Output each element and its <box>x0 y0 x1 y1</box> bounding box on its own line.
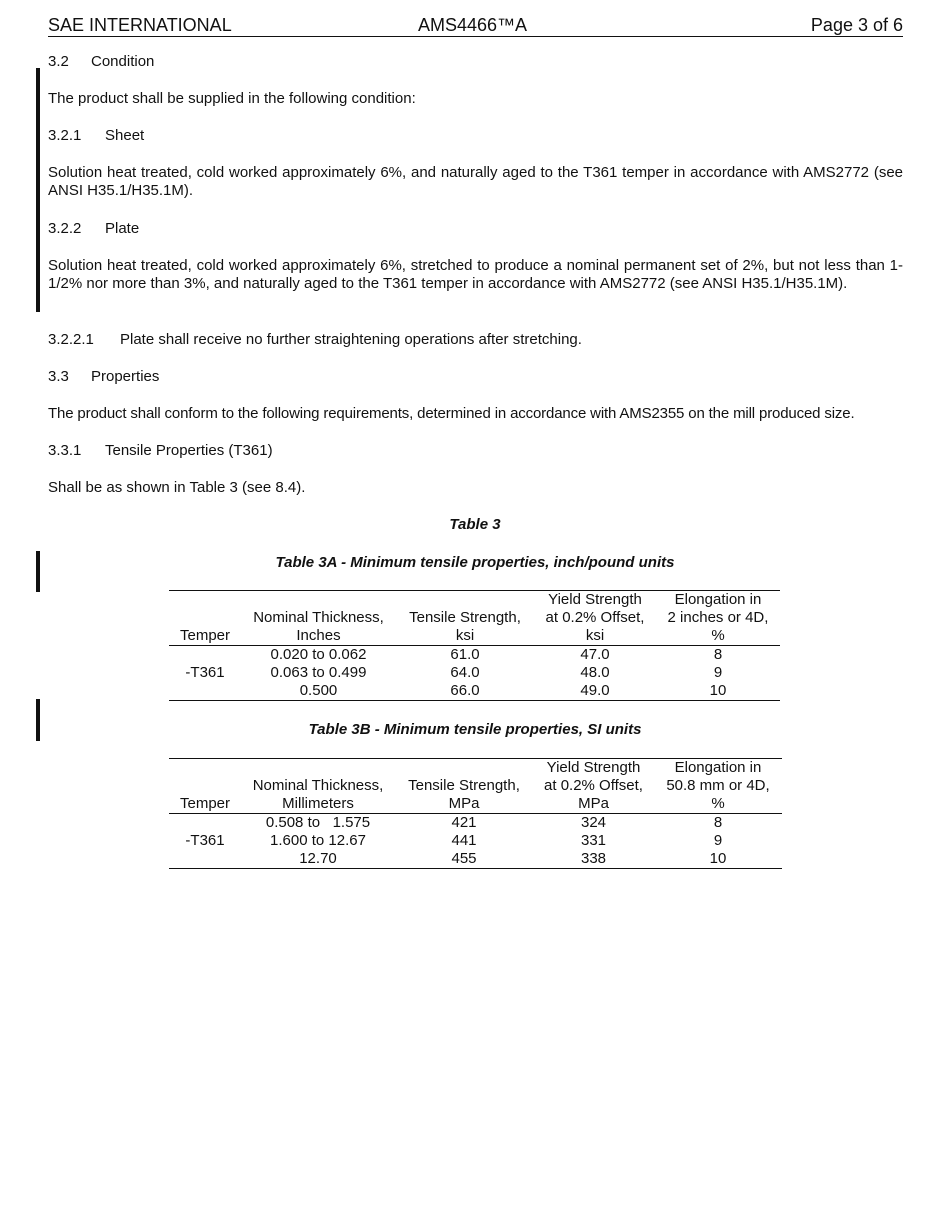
table-header-cell: Millimeters <box>282 795 354 812</box>
table-header-cell: Yield Strength <box>534 591 656 610</box>
page-header <box>48 16 903 37</box>
table-header-cell: Inches <box>296 627 341 644</box>
table-cell: 12.70 <box>241 850 395 869</box>
table-header-row <box>169 795 782 814</box>
table-header-cell: Tensile Strength, <box>409 609 521 626</box>
table-header-cell: Nominal Thickness, <box>253 609 384 626</box>
table-header-cell <box>169 759 241 778</box>
table-header-cell: Elongation in <box>654 759 782 778</box>
table-header-cell: Nominal Thickness, <box>252 777 384 794</box>
table-cell: 49.0 <box>534 682 656 701</box>
table-header-row <box>169 759 782 778</box>
table-header-cell: Yield Strength <box>533 759 654 778</box>
paragraph: The product shall conform to the following requirements, determined in accordance with AMS2355 on the mill produced size. <box>48 405 855 422</box>
table-3a <box>169 590 780 701</box>
header-org: SAE INTERNATIONAL <box>48 15 232 35</box>
section-heading-3-2-2 <box>48 220 903 238</box>
table-header-cell: at 0.2% Offset, <box>545 609 645 626</box>
table-3b <box>169 758 782 869</box>
table-cell: 66.0 <box>396 682 534 701</box>
section-number: 3.3 <box>48 368 69 385</box>
section-heading-3-2-2-1 <box>48 331 903 349</box>
table-header-row <box>169 591 780 610</box>
section-number: 3.3.1 <box>48 442 82 459</box>
section-number: 3.2 <box>48 53 69 70</box>
table-header-cell: at 0.2% Offset, <box>544 777 643 794</box>
table-cell: 61.0 <box>396 646 534 665</box>
table-header-cell <box>241 759 395 778</box>
table-cell: 48.0 <box>580 664 610 681</box>
table-row <box>169 682 780 701</box>
section-title: Plate shall receive no further straightening operations after stretching. <box>120 331 582 348</box>
section-heading-3-3-1 <box>48 442 903 460</box>
paragraph: Solution heat treated, cold worked approximately 6%, stretched to produce a nominal permanent set of 2%, but not less than 1-1/2% nor more than 3%, and naturally aged to the T361 temper in accordance with AMS2772 (see ANSI H35.1/H35.1M). <box>48 257 903 292</box>
section-heading-3-3 <box>48 368 903 386</box>
table-row <box>169 646 780 665</box>
change-bar <box>36 68 40 312</box>
table-cell: 0.508 to 1.575 <box>241 814 395 833</box>
table-header-cell: 2 inches or 4D, <box>667 609 769 626</box>
table-cell: 331 <box>580 832 607 849</box>
table-cell: 455 <box>395 850 533 869</box>
table-header-cell: Temper <box>179 795 231 812</box>
section-title: Plate <box>105 220 140 237</box>
table-3-title: Table 3 <box>449 516 501 533</box>
table-header-cell <box>241 591 396 610</box>
temper-cell: -T361 <box>169 646 241 701</box>
table-header-cell: ksi <box>585 627 605 644</box>
table-header-cell: % <box>711 795 725 812</box>
table-row <box>169 832 782 850</box>
section-title: Properties <box>91 368 160 385</box>
table-header-cell: Tensile Strength, <box>408 777 520 794</box>
section-number: 3.2.2.1 <box>48 331 94 348</box>
header-page-number: Page 3 of 6 <box>810 15 903 35</box>
table-cell: 47.0 <box>534 646 656 665</box>
table-cell: 441 <box>451 832 477 849</box>
section-heading-3-2-1 <box>48 127 903 145</box>
table-cell: 10 <box>654 850 782 869</box>
table-3b-title: Table 3B - Minimum tensile properties, SI units <box>308 721 642 738</box>
table-header-cell <box>169 609 241 627</box>
table-3a-title: Table 3A - Minimum tensile properties, inch/pound units <box>275 554 675 571</box>
table-cell: 8 <box>656 646 780 665</box>
table-header-cell: MPa <box>448 795 480 812</box>
table-header-cell <box>169 777 241 795</box>
table-cell: 0.020 to 0.062 <box>241 646 396 665</box>
table-row <box>169 814 782 833</box>
table-row <box>169 850 782 869</box>
table-header-cell: Temper <box>179 627 231 644</box>
section-title: Sheet <box>105 127 145 144</box>
table-cell: 324 <box>533 814 654 833</box>
table-header-cell <box>395 759 533 778</box>
section-heading-3-2 <box>48 53 903 71</box>
table-header-cell: MPa <box>578 795 609 812</box>
table-header-row <box>169 627 780 646</box>
table-header-row <box>169 609 780 627</box>
section-title: Tensile Properties (T361) <box>105 442 273 459</box>
paragraph: The product shall be supplied in the following condition: <box>48 90 416 107</box>
paragraph: Solution heat treated, cold worked approximately 6%, and naturally aged to the T361 temper in accordance with AMS2772 (see ANSI H35.1/H35.1M). <box>48 164 903 199</box>
table-cell: 64.0 <box>450 664 480 681</box>
table-header-cell <box>396 591 534 610</box>
table-cell: 338 <box>533 850 654 869</box>
table-header-cell: 50.8 mm or 4D, <box>666 777 770 794</box>
temper-cell: -T361 <box>169 814 241 869</box>
header-doc-number: AMS4466™A <box>418 15 528 35</box>
table-cell: 421 <box>395 814 533 833</box>
table-header-row <box>169 777 782 795</box>
table-row <box>169 664 780 682</box>
table-header-cell: Elongation in <box>656 591 780 610</box>
section-number: 3.2.1 <box>48 127 82 144</box>
table-cell: 9 <box>713 832 723 849</box>
table-cell: 10 <box>656 682 780 701</box>
table-header-cell: ksi <box>455 627 475 644</box>
table-cell: 9 <box>713 664 723 681</box>
section-title: Condition <box>91 53 155 70</box>
table-cell: 0.063 to 0.499 <box>270 664 367 681</box>
table-cell: 8 <box>654 814 782 833</box>
table-cell: 1.600 to 12.67 <box>270 832 366 849</box>
table-header-cell <box>169 591 241 610</box>
section-number: 3.2.2 <box>48 220 82 237</box>
table-cell: 0.500 <box>241 682 396 701</box>
paragraph: Shall be as shown in Table 3 (see 8.4). <box>48 479 306 496</box>
table-header-cell: % <box>711 627 725 644</box>
